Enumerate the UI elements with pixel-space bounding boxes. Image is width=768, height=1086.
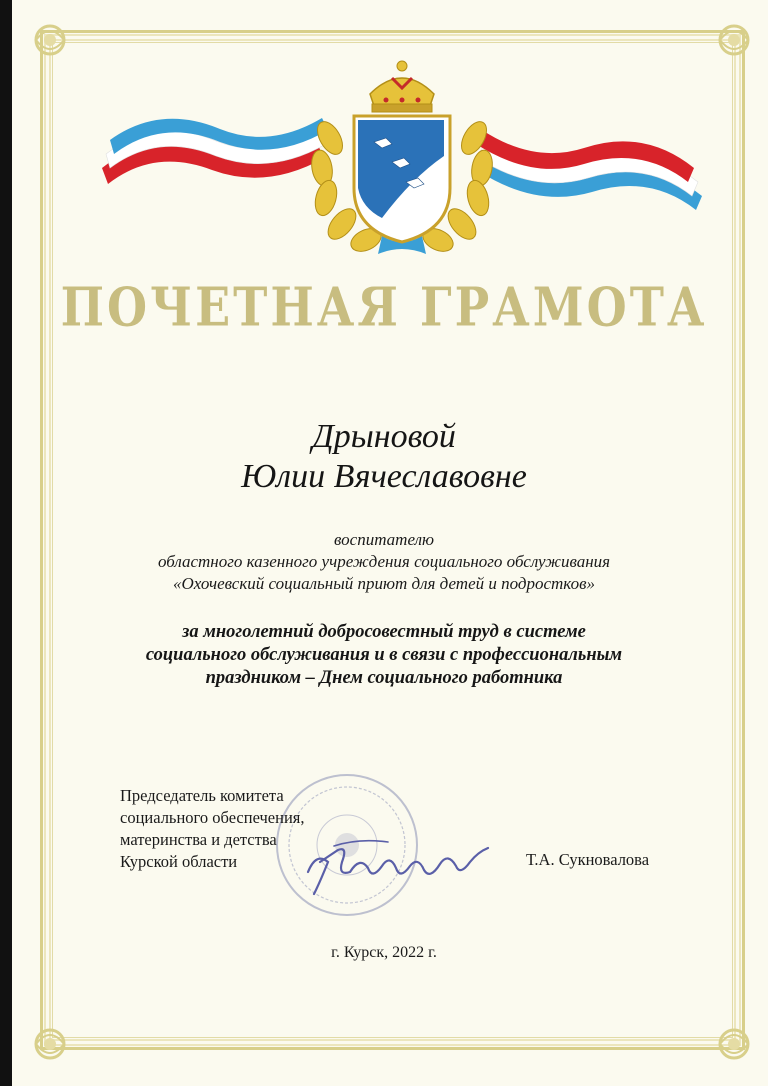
signatory-name: Т.А. Сукновалова [526,850,650,869]
corner-ornament-icon [712,18,756,62]
recipient-surname: Дрыновой [312,418,456,455]
place-date: г. Курск, 2022 г. [331,944,437,961]
position-line: воспитателю [334,530,434,549]
position-line: «Охочевский социальный приют для детей и подростков» [173,574,595,593]
signatory-title-line: Курской области [120,852,238,871]
position-line: областного казенного учреждения социального обслуживания [157,552,611,571]
corner-ornament-icon [712,1022,756,1066]
signature-mark [298,832,498,902]
ribbon-icon [476,130,702,210]
signatory-title-line: социального обеспечения, [120,808,305,827]
ribbon-icon [102,118,328,184]
reason-line: социального обслуживания и в связи с профессиональным [145,645,623,665]
signatory-title-line: материнства и детства [120,830,277,849]
corner-ornament-icon [28,18,72,62]
recipient-name: Юлии Вячеславовне [241,458,527,495]
reason-line: праздником – Днем социального работника [205,668,563,688]
corner-ornament-icon [28,1022,72,1066]
reason-line: за многолетний добросовестный труд в системе [182,622,586,642]
certificate-title: ПОЧЕТНАЯ ГРАМОТА [60,275,708,339]
coat-of-arms-icon [92,58,712,258]
signatory-title-line: Председатель комитета [120,786,284,805]
